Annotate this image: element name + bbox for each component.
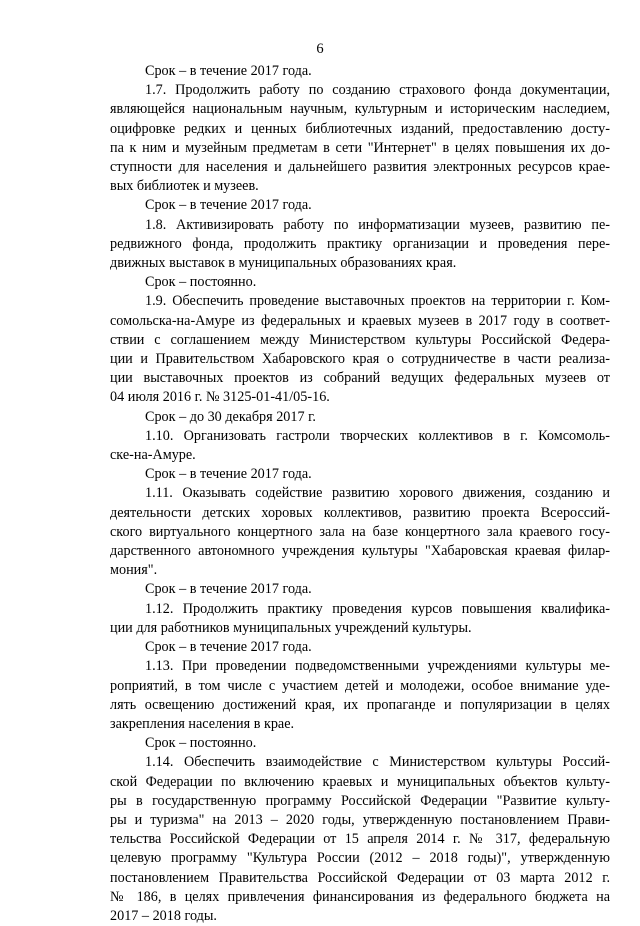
text-line: 1.14. Обеспечить взаимодействие с Министерством культуры Россий- (145, 754, 610, 771)
deadline-paragraph (110, 62, 610, 81)
item-paragraph (110, 216, 610, 274)
deadline-paragraph (110, 408, 610, 427)
item-paragraph (110, 427, 610, 465)
text-line: ры в государственную программу Российской Федерации "Развитие культу- (110, 792, 610, 809)
item-paragraph (110, 600, 610, 638)
text-line: движных выставок в муниципальных образованиях края. (110, 255, 457, 272)
text-line: закрепления населения в крае. (110, 715, 295, 732)
text-line: ске-на-Амуре. (110, 447, 196, 464)
text-line: ствии с соглашением между Министерством культуры Российской Федера- (110, 331, 610, 348)
text-line: вых библиотек и музеев. (110, 178, 259, 195)
text-line: ции выставочных проектов из собраний ведущих федеральных музеев от (110, 370, 610, 387)
text-line: 1.11. Оказывать содействие развитию хорового движения, созданию и (145, 485, 610, 502)
text-line: Срок – в течение 2017 года. (145, 581, 312, 598)
text-line: Срок – в течение 2017 года. (145, 63, 312, 79)
deadline-paragraph (110, 580, 610, 599)
text-line: Срок – в течение 2017 года. (145, 639, 312, 656)
text-line: целевую программу "Культура России (2012 – 2018 годы)", утвержденную (110, 850, 610, 867)
item-paragraph (110, 484, 610, 580)
text-line: Срок – в течение 2017 года. (145, 466, 312, 483)
text-line: мония". (110, 562, 158, 579)
text-line: Срок – до 30 декабря 2017 г. (145, 408, 316, 425)
text-line: редвижного фонда, продолжить практику организации и проведения пере- (110, 235, 610, 252)
text-line: ской Федерации по включению краевых и муниципальных объектов культу- (110, 773, 610, 790)
text-line: ции и Правительством Хабаровского края о сотрудничестве в части реализа- (110, 351, 610, 368)
deadline-paragraph (110, 465, 610, 484)
deadline-paragraph (110, 196, 610, 215)
text-line: ции для работников муниципальных учреждений культуры. (110, 619, 472, 636)
text-line: Срок – постоянно. (145, 274, 257, 291)
text-line: ского виртуального концертного зала на базе концертного зала краевого госу- (110, 523, 610, 540)
text-line: 1.8. Активизировать работу по информатизации музеев, развитию пе- (145, 216, 610, 233)
deadline-paragraph (110, 638, 610, 657)
text-line: па к ним и музейным предметам в сети "Интернет" в целях повышения их до- (110, 139, 610, 156)
text-line: № 186, в целях привлечения финансирования из федерального бюджета на (110, 888, 610, 905)
text-line: Срок – постоянно. (145, 735, 257, 752)
text-line: роприятий, в том числе с участием детей и молодежи, особое внимание уде- (110, 677, 610, 694)
text-line: 2017 – 2018 годы. (110, 907, 217, 924)
page-number: 6 (316, 41, 324, 57)
text-line: постановлением Правительства Российской Федерации от 03 марта 2012 г. (110, 869, 610, 886)
deadline-paragraph (110, 734, 610, 753)
text-line: оцифровке редких и ценных библиотечных изданий, предоставлению досту- (110, 120, 610, 137)
item-paragraph (110, 657, 610, 734)
item-paragraph (110, 81, 610, 196)
text-line: 04 июля 2016 г. № 3125-01-41/05-16. (110, 389, 330, 406)
text-line: 1.7. Продолжить работу по созданию страхового фонда документации, (145, 82, 610, 99)
text-line: 1.12. Продолжить практику проведения курсов повышения квалифика- (145, 600, 610, 617)
text-line: 1.13. При проведении подведомственными учреждениями культуры ме- (145, 658, 610, 675)
text-line: Срок – в течение 2017 года. (145, 197, 312, 214)
text-line: лять освещению достижений края, их пропаганде и популяризации в целях (110, 696, 610, 713)
text-line: дарственного автономного учреждения культуры "Хабаровская краевая филар- (110, 543, 610, 560)
item-paragraph (110, 753, 610, 926)
text-line: 1.10. Организовать гастроли творческих коллективов в г. Комсомоль- (145, 427, 610, 444)
text-line: деятельности детских хоровых коллективов, развитию проекта Всероссий- (110, 504, 610, 521)
text-line: ры и туризма" на 2013 – 2020 годы, утвержденную постановлением Прави- (110, 811, 610, 828)
deadline-paragraph (110, 273, 610, 292)
item-paragraph (110, 292, 610, 407)
text-line: 1.9. Обеспечить проведение выставочных проектов на территории г. Ком- (145, 293, 610, 310)
text-line: являющейся национальным научным, культурным и историческим наследием, (110, 101, 610, 118)
text-line: сомольска-на-Амуре из федеральных и краевых музеев в 2017 году в соответ- (110, 312, 610, 329)
text-line: ступности для населения и дальнейшего развития электронных ресурсов крае- (110, 159, 610, 176)
document-body (110, 62, 610, 926)
text-line: тельства Российской Федерации от 15 апреля 2014 г. № 317, федеральную (110, 831, 610, 848)
